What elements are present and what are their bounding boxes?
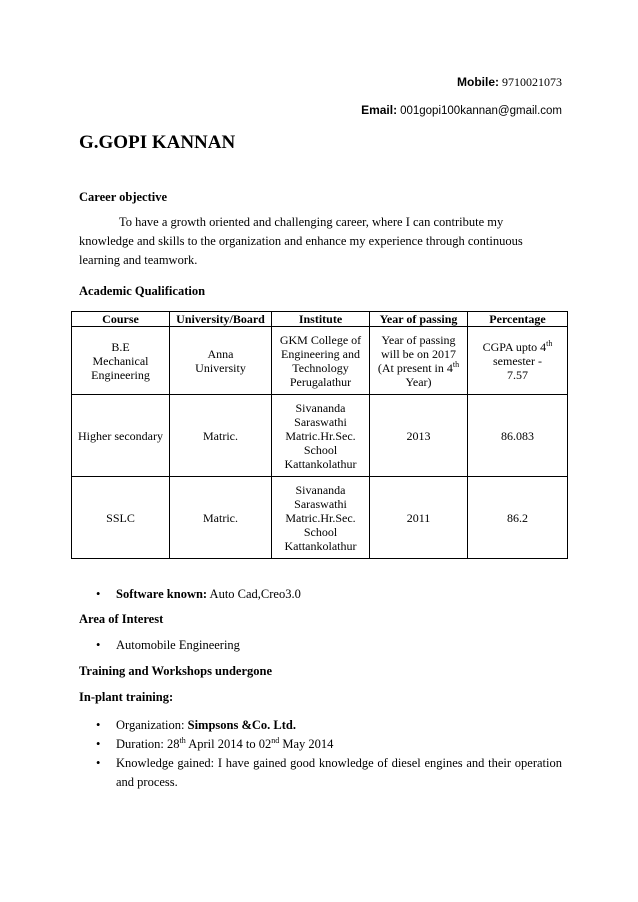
col-header-year: Year of passing <box>370 312 468 327</box>
table-row <box>72 477 568 559</box>
email-label: Email: <box>361 103 398 117</box>
course-cell: Higher secondary <box>72 395 170 477</box>
bullet-icon: • <box>96 638 101 652</box>
institute-cell: Sivananda Saraswathi Matric.Hr.Sec. School Kattankolathur <box>272 477 370 559</box>
col-header-course: Course <box>72 312 170 327</box>
inplant-heading: In-plant training: <box>79 690 174 704</box>
software-value: Auto Cad,Creo3.0 <box>209 587 301 601</box>
year-cell: 2013 <box>370 395 468 477</box>
col-header-percentage: Percentage <box>468 312 568 327</box>
col-header-board: University/Board <box>170 312 272 327</box>
list-item <box>96 735 562 754</box>
percentage-cell: 86.083 <box>468 395 568 477</box>
list-item <box>96 636 240 655</box>
career-heading: Career objective <box>79 190 168 204</box>
mobile-value: 9710021073 <box>502 75 562 89</box>
interest-item: Automobile Engineering <box>116 638 240 652</box>
career-text: To have a growth oriented and challenging career, where I can contribute my knowledge and skills to the organization and enhance my experience through continuous learning and teamwork. <box>79 215 523 267</box>
list-item <box>96 585 301 604</box>
email-value: 001gopi100kannan@gmail.com <box>400 105 562 117</box>
duration-text: Duration: 28th April 2014 to 02nd May 2014 <box>116 735 334 751</box>
list-item <box>96 754 562 792</box>
interest-list <box>96 636 240 655</box>
bullet-icon: • <box>96 587 101 601</box>
org-value: Simpsons &Co. Ltd. <box>187 718 296 732</box>
software-list <box>96 585 301 604</box>
board-cell: Anna University <box>170 327 272 395</box>
bullet-icon: • <box>96 737 101 751</box>
table-header-row <box>72 312 568 327</box>
institute-cell: Sivananda Saraswathi Matric.Hr.Sec. School Kattankolathur <box>272 395 370 477</box>
table-row <box>72 395 568 477</box>
year-cell: Year of passing will be on 2017 (At present in 4th Year) <box>370 327 468 395</box>
software-label: Software known: <box>116 587 208 601</box>
candidate-name: G.GOPI KANNAN <box>79 132 236 153</box>
mobile-label: Mobile: <box>457 75 499 89</box>
list-item <box>96 716 562 735</box>
training-heading: Training and Workshops undergone <box>79 664 273 678</box>
email-line <box>361 103 562 118</box>
table-row <box>72 327 568 395</box>
training-list <box>96 716 562 792</box>
percentage-cell: 86.2 <box>468 477 568 559</box>
academic-heading: Academic Qualification <box>79 284 206 298</box>
institute-cell: GKM College of Engineering and Technology Perugalathur <box>272 327 370 395</box>
course-cell: B.E Mechanical Engineering <box>72 327 170 395</box>
org-label: Organization: <box>116 718 185 732</box>
bullet-icon: • <box>96 718 101 732</box>
course-cell: SSLC <box>72 477 170 559</box>
career-text-block <box>79 213 561 270</box>
bullet-icon: • <box>96 756 101 770</box>
academic-table <box>71 311 568 559</box>
board-cell: Matric. <box>170 395 272 477</box>
year-cell: 2011 <box>370 477 468 559</box>
col-header-institute: Institute <box>272 312 370 327</box>
knowledge-text: Knowledge gained: I have gained good knowledge of diesel engines and their operation and process. <box>116 756 562 789</box>
percentage-cell: CGPA upto 4th semester - 7.57 <box>468 327 568 395</box>
board-cell: Matric. <box>170 477 272 559</box>
interest-heading: Area of Interest <box>79 612 164 626</box>
mobile-line <box>457 75 562 90</box>
